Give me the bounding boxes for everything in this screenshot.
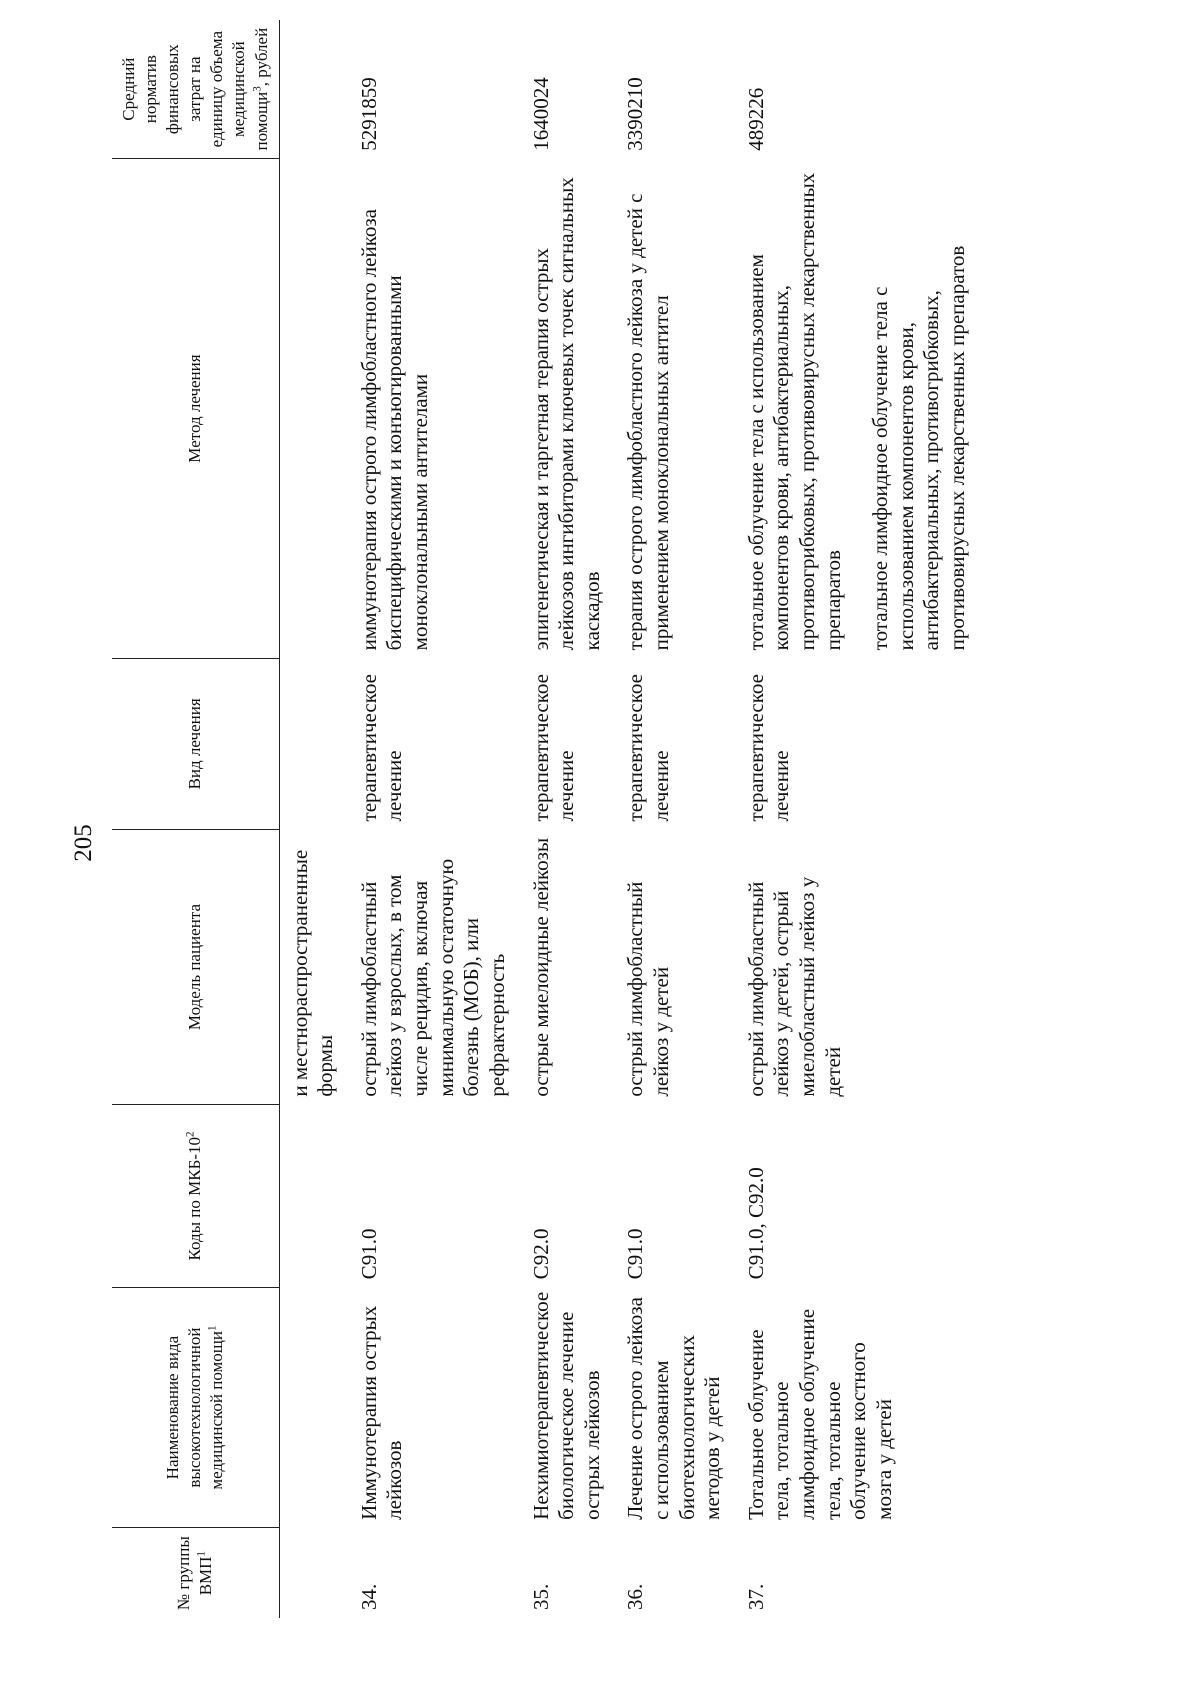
table-row-continuation bbox=[279, 20, 349, 1618]
header-model: Модель пациента bbox=[112, 829, 279, 1104]
header-kind: Вид лечения bbox=[112, 658, 279, 829]
table-row bbox=[615, 20, 735, 1618]
cell-name: Лечение острого лейкоза с использованием биотехнологических методов у детей bbox=[623, 1297, 725, 1520]
method-text: тотальное лимфоидное облучение тела с использованием компонентов крови, антибактериальных, противогрибковых, противовирусных лекарственных препаратов bbox=[868, 245, 970, 651]
table-row bbox=[736, 20, 981, 1618]
header-name: Наименование вида высокотехнологичной медицинской помощи$^1$ bbox=[112, 1287, 279, 1528]
cell-method bbox=[615, 159, 735, 659]
cell-group-no: 37. bbox=[743, 1583, 768, 1610]
cell-cost: 3390210 bbox=[623, 77, 648, 151]
cell-name: Иммунотерапия острых лейкозов bbox=[356, 1305, 407, 1520]
cell-model: острый лимфобластный лейкоз у детей, острый миелобластный лейкоз у детей bbox=[743, 876, 845, 1097]
header-method: Метод лечения bbox=[112, 159, 279, 659]
method-text: иммунотерапия острого лимфобластного лейкоза биспецифическими и конъюгированными моноклональными антителами bbox=[356, 209, 433, 651]
cell-cost: 489226 bbox=[743, 87, 768, 151]
table-row bbox=[521, 20, 616, 1618]
cell-codes: C92.0 bbox=[528, 1228, 553, 1280]
cell-kind: терапевтическое лечение bbox=[623, 674, 673, 822]
table-header-row bbox=[112, 20, 279, 1618]
cell-kind: терапевтическое лечение bbox=[743, 674, 794, 822]
cell-group-no: 35. bbox=[528, 1583, 553, 1610]
cell-model: острый лимфобластный лейкоз у детей bbox=[623, 881, 673, 1097]
cell-method bbox=[521, 159, 616, 659]
cell-method bbox=[349, 159, 521, 659]
cell-model: острый лимфобластный лейкоз у взрослых, в том числе рецидив, включая минимальную остаточную болезнь (МОБ), или рефрактерность bbox=[356, 858, 509, 1097]
cell-kind: терапевтическое лечение bbox=[356, 674, 407, 822]
method-text: терапия острого лимфобластного лейкоза у детей с применением моноклональных антител bbox=[623, 193, 673, 651]
cell-codes: C91.0 bbox=[356, 1228, 381, 1280]
page-number: 205 bbox=[70, 824, 97, 862]
table-row bbox=[349, 20, 521, 1618]
cell-model: острые миелоидные лейкозы bbox=[528, 837, 553, 1097]
header-codes: Коды по МКБ-$10^2$ bbox=[112, 1105, 279, 1288]
cell-name: Нехимиотерапевтическое биологическое лечение острых лейкозов bbox=[528, 1291, 604, 1520]
cell-group-no: 34. bbox=[356, 1583, 381, 1610]
cell-name: Тотальное облучение тела, тотальное лимфоидное облучение тела, тотальное облучение костного мозга у детей bbox=[743, 1308, 896, 1520]
method-text: эпигенетическая и таргетная терапия острых лейкозов ингибиторами ключевых точек сигнальных каскадов bbox=[528, 177, 604, 651]
cell-cost: 1640024 bbox=[528, 77, 553, 151]
cell-codes: C91.0, C92.0 bbox=[743, 1167, 768, 1280]
cell-codes: C91.0 bbox=[623, 1228, 648, 1280]
header-cost: Средний норматив финансовых затрат на единицу объема медицинской помощи$^3$, рублей bbox=[112, 20, 279, 159]
cell-model: и местнораспространенные формы bbox=[287, 849, 338, 1097]
header-group-no: № группы ВМП$^1$ bbox=[112, 1528, 279, 1618]
vmp-table bbox=[112, 20, 981, 1618]
cell-cost: 5291859 bbox=[356, 77, 381, 151]
method-text: тотальное облучение тела с использованием компонентов крови, антибактериальных, противогрибковых, противовирусных лекарственных препаратов bbox=[743, 172, 845, 651]
cell-method bbox=[736, 159, 981, 659]
cell-kind: терапевтическое лечение bbox=[528, 674, 579, 822]
cell-group-no: 36. bbox=[623, 1583, 648, 1610]
